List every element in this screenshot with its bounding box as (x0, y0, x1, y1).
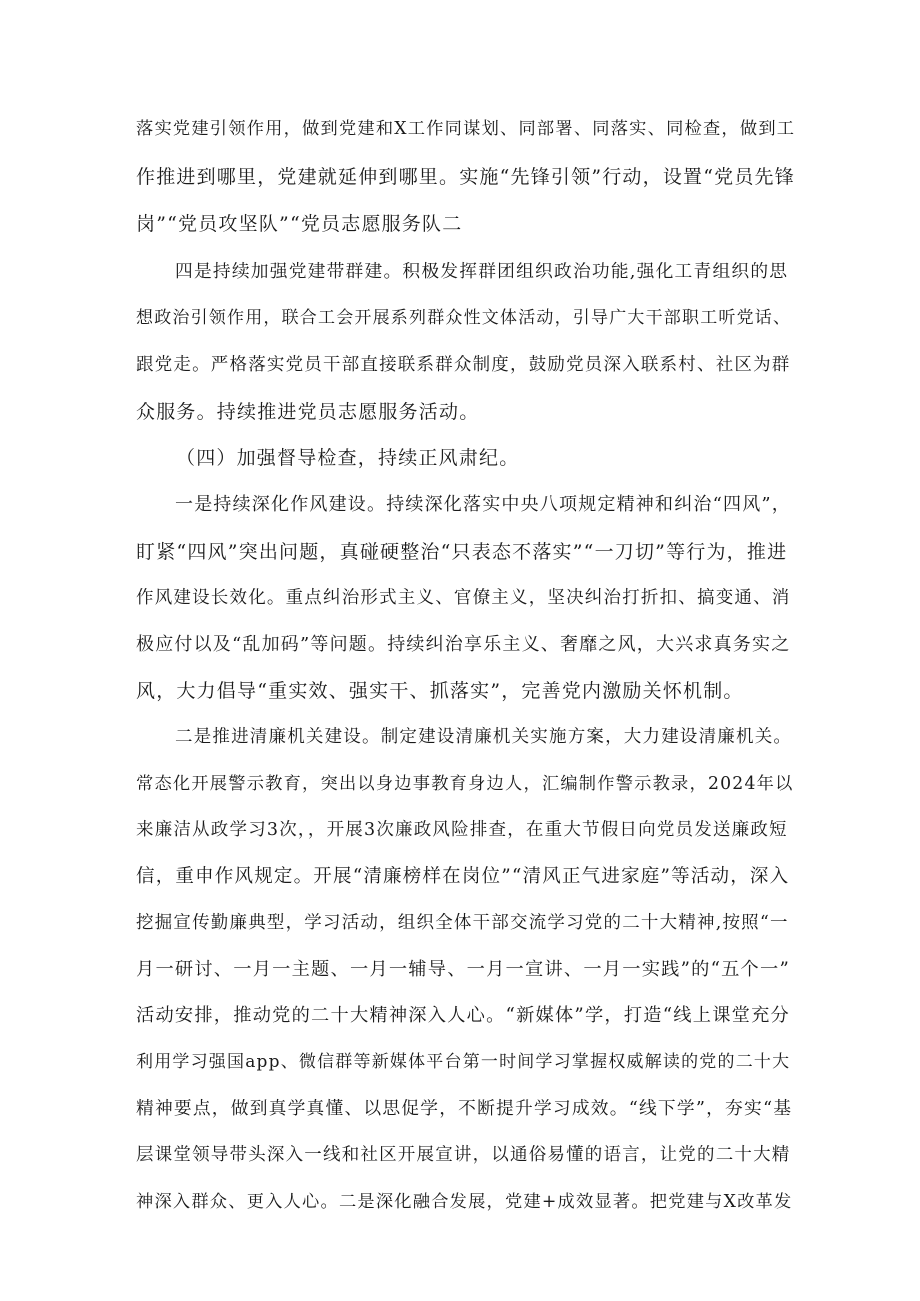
text-line: 作风建设长效化。重点纠治形式主义、官僚主义，坚决纠治打折扣、搞变通、消 (136, 588, 791, 608)
text-line: 盯紧“四风”突出问题，真碰硬整治“只表态不落实”“一刀切”等行为，推进 (136, 541, 788, 563)
paragraph-first-line: 二是推进清廉机关建设。制定建设清廉机关实施方案，大力建设清廉机关。 (175, 727, 793, 747)
section-heading: （四）加强督导检查，持续正风肃纪。 (176, 447, 520, 469)
text-line: 岗”“党员攻坚队”“党员志愿服务队二 (136, 213, 463, 235)
text-line: 众服务。持续推进党员志愿服务活动。 (136, 401, 480, 423)
text-line: 想政治引领作用，联合工会开展系列群众性文体活动，引导广大干部职工听党话、 (136, 308, 792, 328)
text-line: 作推进到哪里，党建就延伸到哪里。实施“先锋引领”行动，设置“党员先锋 (136, 166, 795, 188)
text-line: 精神要点，做到真学真懂、以思促学，不断提升学习成效。“线下学”，夯实“基 (136, 1099, 793, 1119)
paragraph-first-line: 四是持续加强党建带群建。积极发挥群团组织政治功能,强化工青组织的思 (175, 262, 789, 282)
text-line: 风，大力倡导“重实效、强实干、抓落实”，完善党内激励关怀机制。 (136, 680, 744, 702)
text-line: 利用学习强国app、微信群等新媒体平台第一时间学习掌握权威解读的党的二十大 (136, 1052, 791, 1072)
text-line: 活动安排，推动党的二十大精神深入人心。“新媒体”学，打造“线上课堂充分 (136, 1005, 790, 1026)
text-line: 挖掘宣传勤廉典型，学习活动，组织全体干部交流学习党的二十大精神,按照“一 (136, 913, 789, 933)
text-line: 极应付以及“乱加码”等问题。持续纠治享乐主义、奢靡之风，大兴求真务实之 (136, 634, 791, 655)
paragraph-first-line: 一是持续深化作风建设。持续深化落实中央八项规定精神和纠治“四风”， (175, 494, 792, 515)
text-line: 月一研讨、一月一主题、一月一辅导、一月一宣讲、一月一实践”的“五个一” (136, 959, 790, 980)
text-line: 信，重申作风规定。开展“清廉榜样在岗位”“清风正气进家庭”等活动，深入 (136, 866, 790, 887)
text-line: 神深入群众、更入人心。二是深化融合发展，党建+成效显著。把党建与X改革发 (136, 1192, 793, 1212)
text-line: 来廉洁从政学习3次，，开展3次廉政风险排查，在重大节假日向党员发送廉政短 (136, 820, 788, 840)
text-line: 常态化开展警示教育，突出以身边事教育身边人，汇编制作警示教录，2024年以 (136, 774, 794, 794)
text-line: 跟党走。严格落实党员干部直接联系群众制度，鼓励党员深入联系村、社区为群 (136, 355, 791, 375)
text-line: 层课堂领导带头深入一线和社区开展宣讲，以通俗易懂的语言，让党的二十大精 (136, 1145, 791, 1165)
text-line: 落实党建引领作用，做到党建和X工作同谋划、同部署、同落实、同检查，做到工 (136, 119, 796, 139)
